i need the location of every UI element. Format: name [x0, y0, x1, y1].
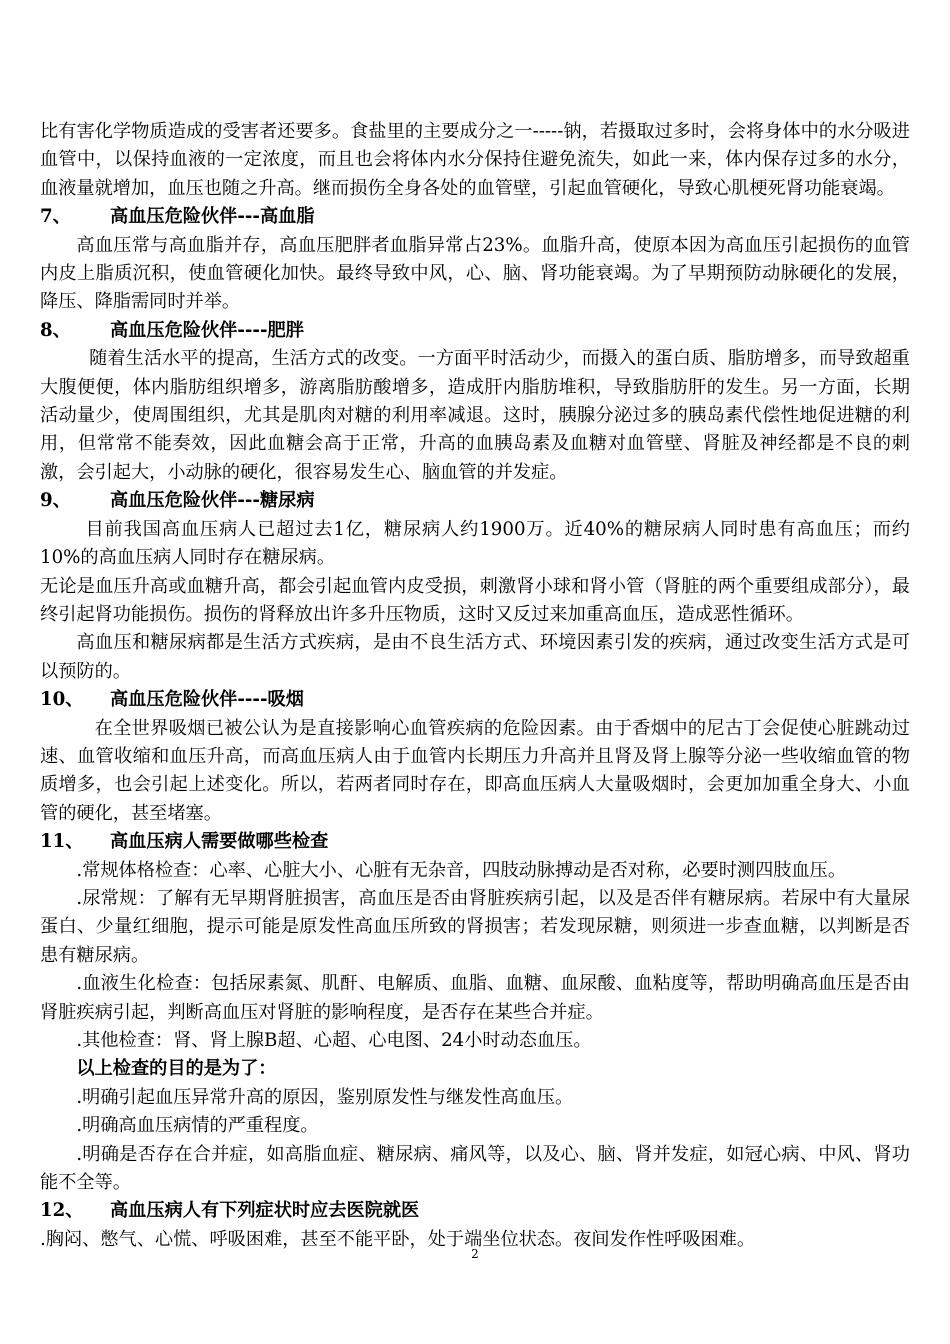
- bold-subheading: 以上检查的目的是为了：: [76, 1058, 277, 1080]
- paragraph: 随着生活水平的提高，生活方式的改变。一方面平时活动少，而摄入的蛋白质、脂肪增多，而导致超重大腹便便，体内脂肪组织增多，游离脂肪酸增多，造成肝内脂肪堆积，导致脂肪肝的发生。另一方面，长期活动量少，使周围组织，尤其是肌肉对糖的利用率减退。这时，胰腺分泌过多的胰岛素代偿性地促进糖的利用，但常常不能奏效，因此血糖会高于正常，升高的血胰岛素及血糖对血管壁、肾脏及神经都是不良的刺激，会引起大，小动脉的硬化，很容易发生心、脑血管的并发症。: [40, 348, 910, 483]
- paragraph: 比有害化学物质造成的受害者还要多。食盐里的主要成分之一-----钠，若摄取过多时，会将身体中的水分吸进血管中，以保持血液的一定浓度，而且也会将体内水分保持住避免流失，如此一来，体内保存过多的水分，血液量就增加，血压也随之升高。继而损伤全身各处的血管壁，引起血管硬化，导致心肌梗死肾功能衰竭。: [40, 121, 910, 199]
- paragraph: .尿常规：了解有无早期肾脏损害，高血压是否由肾脏疾病引起，以及是否伴有糖尿病。若尿中有大量尿蛋白、少量红细胞，提示可能是原发性高血压所致的肾损害；若发现尿糖，则须进一步查血糖，以判断是否患有糖尿病。: [40, 887, 910, 966]
- section-title: 高血压危险伙伴----吸烟: [110, 689, 304, 711]
- section-number: 10、: [40, 689, 84, 711]
- paragraph: 无论是血压升高或血糖升高，都会引起血管内皮受损，刺激肾小球和肾小管（肾脏的两个重要组成部分），最终引起肾功能损伤。损伤的肾释放出许多升压物质，这时又反过来加重高血压，造成恶性循环。: [40, 575, 910, 625]
- paragraph: .明确引起血压异常升高的原因，鉴别原发性与继发性高血压。: [76, 1086, 574, 1108]
- paragraph: 目前我国高血压病人已超过去1亿，糖尿病人约1900万。近40%的糖尿病人同时患有高血压；而约10%的高血压病人同时存在糖尿病。: [40, 518, 910, 569]
- paragraph: 高血压常与高血脂并存，高血压肥胖者血脂异常占23%。血脂升高，使原本因为高血压引起损伤的血管内皮上脂质沉积，使血管硬化加快。最终导致中风，心、脑、肾功能衰竭。为了早期预防动脉硬化的发展，降压、降脂需同时并举。: [40, 234, 910, 313]
- paragraph: .血液生化检查：包括尿素氮、肌酐、电解质、血脂、血糖、血尿酸、血粘度等，帮助明确高血压是否由肾脏疾病引起，判断高血压对肾脏的影响程度，是否存在某些合并症。: [40, 973, 910, 1023]
- page-number: 2: [471, 1247, 479, 1261]
- section-number: 12、: [40, 1200, 84, 1222]
- section-title: 高血压病人需要做哪些检查: [110, 831, 329, 853]
- section-heading-12: [40, 1197, 910, 1225]
- section-title: 高血压危险伙伴---糖尿病: [110, 490, 315, 512]
- section-heading-9: [40, 487, 910, 515]
- paragraph: .胸闷、憋气、心慌、呼吸困难，甚至不能平卧，处于端坐位状态。夜间发作性呼吸困难。: [40, 1228, 756, 1250]
- section-heading-8: [40, 317, 910, 345]
- paragraph: .明确高血压病情的严重程度。: [76, 1115, 319, 1137]
- paragraph: 在全世界吸烟已被公认为是直接影响心血管疾病的危险因素。由于香烟中的尼古丁会促使心脏跳动过速、血管收缩和血压升高，而高血压病人由于血管内长期压力升高并且肾及肾上腺等分泌一些收缩血管的物质增多，也会引起上述变化。所以，若两者同时存在，即高血压病人大量吸烟时，会更加加重全身大、小血管的硬化，甚至堵塞。: [40, 717, 910, 824]
- section-heading-10: [40, 686, 910, 714]
- section-number: 11、: [40, 831, 84, 853]
- paragraph: .其他检查：肾、肾上腺B超、心超、心电图、24小时动态血压。: [76, 1030, 592, 1051]
- paragraph: .明确是否存在合并症，如高脂血症、糖尿病、痛风等，以及心、脑、肾并发症，如冠心病、中风、肾功能不全等。: [40, 1143, 910, 1194]
- section-number: 7、: [40, 206, 71, 228]
- section-title: 高血压危险伙伴----肥胖: [110, 319, 304, 341]
- section-heading-11: [40, 828, 910, 856]
- section-number: 8、: [40, 319, 71, 341]
- paragraph: .常规体格检查：心率、心脏大小、心脏有无杂音，四肢动脉搏动是否对称，必要时测四肢血压。: [76, 859, 847, 881]
- document-body: [40, 118, 910, 1254]
- paragraph: 高血压和糖尿病都是生活方式疾病，是由不良生活方式、环境因素引发的疾病，通过改变生活方式是可以预防的。: [40, 632, 910, 682]
- section-title: 高血压危险伙伴---高血脂: [110, 206, 315, 228]
- section-number: 9、: [40, 490, 71, 512]
- section-heading-7: [40, 203, 910, 231]
- section-title: 高血压病人有下列症状时应去医院就医: [110, 1200, 420, 1222]
